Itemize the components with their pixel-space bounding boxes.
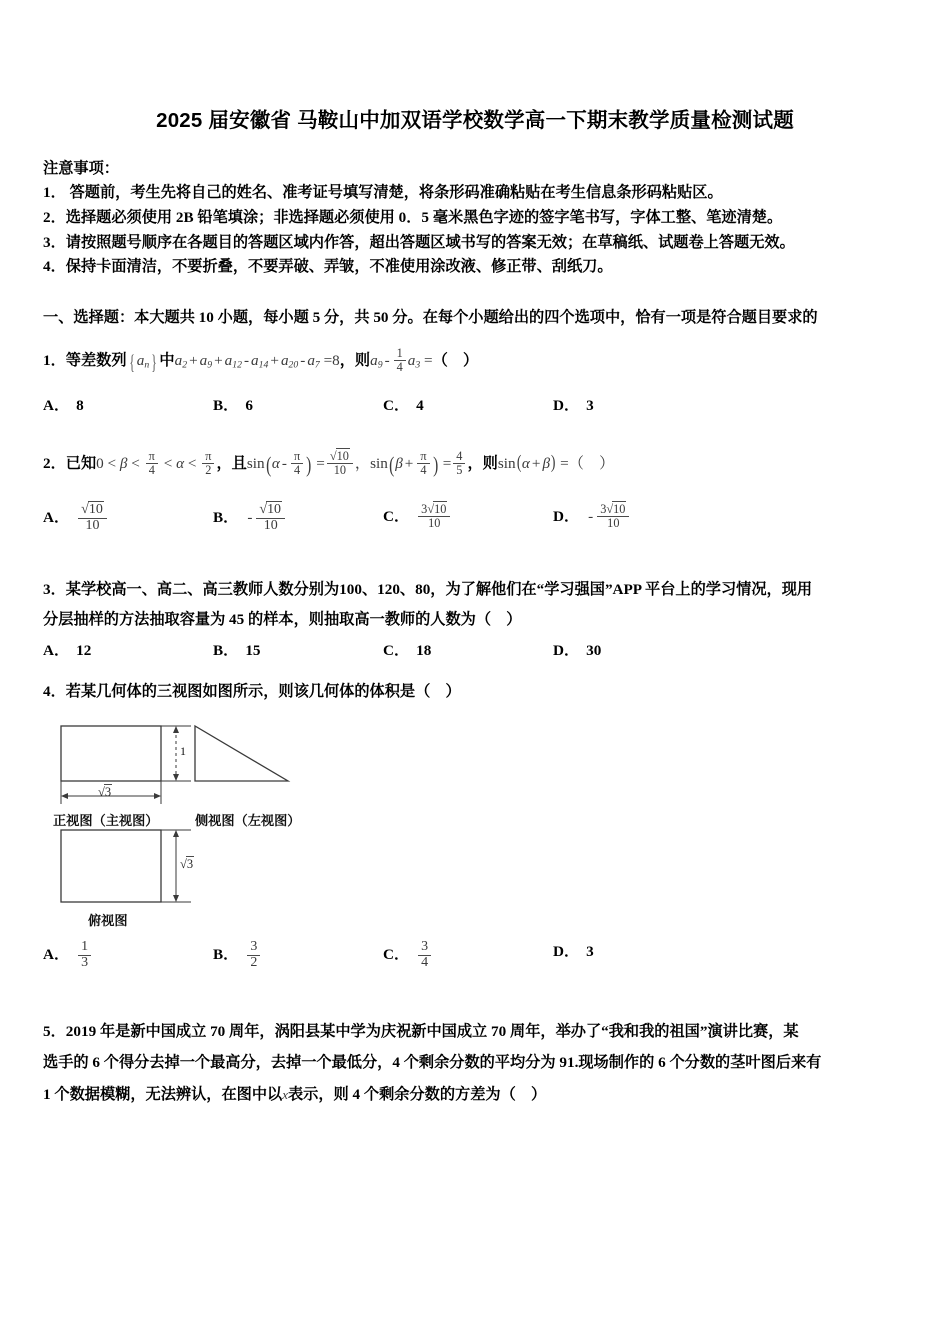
sequence-variable: $a_n$ [136,352,150,371]
question-2-stem-and: ，且 [216,454,247,472]
question-2 [43,444,907,488]
question-3-line-2: 分层抽样的方法抽取容量为 45 的样本，则抽取高一教师的人数为（ ） [43,611,522,629]
page-content [43,0,907,1110]
question-2-ask: sin(α + β) =（ ） [497,451,615,473]
term-a7: $a_7$ [307,352,320,371]
question-2-number: 2． [43,454,66,472]
front-view-width-dim: √3 [98,785,112,800]
notice-heading: 注意事项： [43,159,119,177]
question-2-option-a[interactable]: A． $\frac{√10}{10}$ [43,503,109,534]
question-1-option-d[interactable]: D． 3 [553,396,594,414]
right-brace-icon: } [151,350,158,375]
question-4-line-1: 4．若某几何体的三视图如图所示，则该几何体的体积是（ ） [43,682,461,700]
equals-eight: =8 [319,352,340,370]
top-view-shape [61,830,191,902]
question-1-option-b[interactable]: B． 6 [213,396,253,414]
question-5-line-3: 1 个数据模糊，无法辨认，在图中以x表示，则 4 个剩余分数的方差为（ ） [43,1085,547,1103]
question-3-option-a[interactable]: A． 12 [43,641,92,659]
notice-item-1: 1． 答题前，考生先将自己的姓名、准考证号填写清楚，将条形码准确粘贴在考生信息条形码粘贴区。 [43,184,723,202]
question-1 [43,342,907,383]
option-b-value: $\frac{3}{2}$ [245,946,262,963]
plus-op: + [214,352,223,370]
question-5-line-1: 5．2019 年是新中国成立 70 周年，涡阳县某中学为庆祝新中国成立 70 周年，举办了“我和我的祖国”演讲比赛，某 [43,1023,799,1041]
question-2-condition: 0 < β < $\frac{\pi}{4}$ < α < $\frac{\pi}{2}$ [96,455,216,472]
question-1-result-expression: $a_9$ - $\frac{1}{4}$ $a_3$ = [370,345,433,374]
option-c-value: $\frac{3√10}{10}$ [416,508,452,525]
plus-op: + [189,352,198,370]
question-2-equation-1: sin(α - $\frac{\pi}{4}$ ) = $\frac{√10}{10}$ [247,455,355,472]
left-brace-icon: { [128,350,135,375]
option-c-value: $\frac{3}{4}$ [416,946,433,963]
variable-x: x [282,1086,288,1102]
three-view-figure [43,714,463,954]
question-1-stem-then: ，则 [339,352,371,370]
question-3-option-c[interactable]: C． 18 [383,641,432,659]
top-view-caption: 俯视图 [88,913,128,929]
question-5 [43,1016,907,1109]
question-5-line-2: 选手的 6 个得分去掉一个最高分，去掉一个最低分，4 个剩余分数的平均分为 91.现场制作的 6 个分数的茎叶图后来有 [43,1054,822,1072]
front-view-shape [61,726,191,804]
question-1-option-a[interactable]: A． 8 [43,396,84,414]
question-4 [43,677,907,707]
top-view-height-dim: √3 [180,857,194,872]
question-2-option-d[interactable]: D． - $\frac{3√10}{10}$ [553,503,631,530]
option-a-value: $\frac{1}{3}$ [76,946,93,963]
term-a9: $a_9$ [199,352,213,371]
question-3-option-b[interactable]: B． 15 [213,641,261,659]
term-a12: $a_{12}$ [224,352,242,371]
question-2-equation-2: sin(β + $\frac{\pi}{4}$ ) = $\frac{4}{5}$ [370,455,467,472]
question-4-option-d[interactable]: D． 3 [553,943,594,961]
term-a2: $a_2$ [174,352,188,371]
comma-1: ， [354,454,371,472]
option-b-value: - $\frac{√10}{10}$ [245,509,287,526]
question-1-stem-mid: 中 [159,352,175,370]
question-3-option-d[interactable]: D． 30 [553,641,602,659]
question-2-stem-then: ，则 [467,454,498,472]
question-2-option-c[interactable]: C． $\frac{3√10}{10}$ [383,503,452,530]
question-1-options [43,394,907,422]
notice-item-3: 3．请按照题号顺序在各题目的答题区域内作答，超出答题区域书写的答案无效；在草稿纸、试题卷上答题无效。 [43,233,795,251]
question-2-stem-prefix: 已知 [65,454,97,472]
question-4-option-c[interactable]: C． $\frac{3}{4}$ [383,940,433,971]
option-a-value: $\frac{√10}{10}$ [76,509,109,526]
question-1-option-c[interactable]: C． 4 [383,396,424,414]
notice-item-2: 2．选择题必须使用 2B 铅笔填涂；非选择题必须使用 0．5 毫米黑色字迹的签字笔书写，字体工整、笔迹清楚。 [43,208,783,226]
front-view-height-dim: 1 [180,744,186,759]
question-2-options [43,503,907,553]
plus-op: + [270,352,279,370]
side-view-shape [195,726,288,781]
question-3 [43,575,907,634]
front-view-caption: 正视图（主视图） [53,813,159,829]
question-3-options [43,639,907,667]
notice-item-4: 4．保持卡面清洁，不要折叠，不要弄破、弄皱，不准使用涂改液、修正带、刮纸刀。 [43,258,613,276]
term-a20: $a_{20}$ [280,352,299,371]
question-4-option-b[interactable]: B． $\frac{3}{2}$ [213,940,262,971]
question-4-options [43,940,907,990]
minus-op: - [243,352,250,370]
question-2-option-b[interactable]: B． - $\frac{√10}{10}$ [213,503,287,534]
section-heading-multiple-choice: 一、选择题：本大题共 10 小题，每小题 5 分，共 50 分。在每个小题给出的四个选项中，恰有一项是符合题目要求的 [43,308,818,326]
question-1-stem-prefix: 等差数列 [65,352,127,370]
option-d-value: - $\frac{3√10}{10}$ [586,508,631,525]
side-view-caption: 侧视图（左视图） [195,813,301,829]
question-1-answer-paren: （ ） [432,352,479,370]
term-a14: $a_{14}$ [251,352,269,371]
question-4-option-a[interactable]: A． $\frac{1}{3}$ [43,940,93,971]
minus-op: - [300,352,306,370]
question-3-line-1: 3．某学校高一、高二、高三教师人数分别为100、120、80，为了解他们在“学习强国”APP 平台上的学习情况，现用 [43,581,813,599]
page-title: 2025 届安徽省 马鞍山中加双语学校数学高一下期末教学质量检测试题 [156,109,794,132]
notice-block [43,157,907,280]
question-1-number: 1． [43,352,66,370]
